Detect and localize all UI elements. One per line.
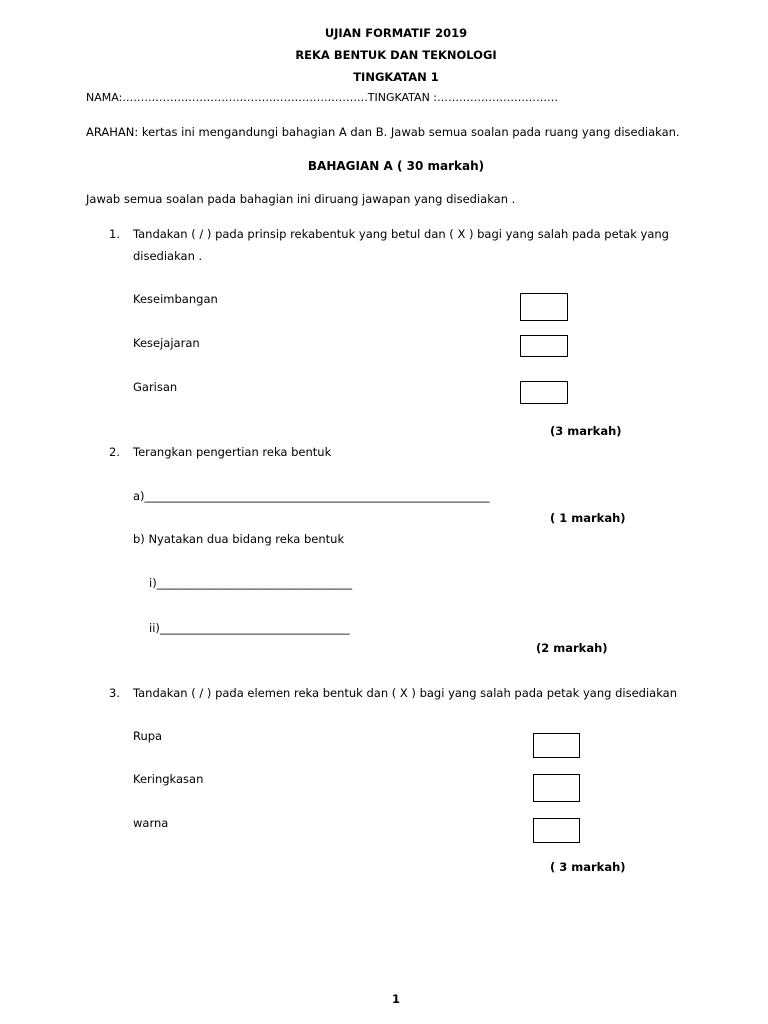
q2-part-a-marks: ( 1 markah) [550, 511, 626, 525]
q1-text-line2: disediakan . [133, 249, 203, 263]
q1-marks: (3 markah) [550, 424, 622, 438]
section-a-intro: Jawab semua soalan pada bahagian ini diruang jawapan yang disediakan . [86, 192, 516, 206]
q2-number: 2. [109, 445, 120, 459]
exam-title: UJIAN FORMATIF 2019 [324, 26, 468, 40]
q3-marks: ( 3 markah) [550, 860, 626, 874]
exam-subject: REKA BENTUK DAN TEKNOLOGI [295, 48, 497, 62]
q1-item-label: Garisan [133, 380, 178, 394]
q3-item-label: warna [133, 816, 169, 830]
q2-part-b-text: b) Nyatakan dua bidang reka bentuk [133, 532, 345, 546]
q1-item-label: Kesejajaran [133, 336, 200, 350]
q1-answer-box-3[interactable] [520, 381, 568, 404]
instructions: ARAHAN: kertas ini mengandungi bahagian A dan B. Jawab semua soalan pada ruang yang disediakan. [86, 125, 680, 139]
q3-answer-box-3[interactable] [533, 818, 580, 843]
q3-text: Tandakan ( / ) pada elemen reka bentuk dan ( X ) bagi yang salah pada petak yang disediakan [133, 686, 677, 700]
q1-number: 1. [109, 227, 120, 241]
q3-item-label: Keringkasan [133, 772, 204, 786]
q2-part-a-line[interactable]: a)____________________________________________________________ [133, 489, 490, 503]
q2-text: Terangkan pengertian reka bentuk [133, 445, 332, 459]
q2-part-b-ii-line[interactable]: ii)_________________________________ [149, 621, 350, 635]
name-form-line: NAMA:………………………………………………………….TINGKATAN :…………………………… [86, 91, 559, 104]
q1-answer-box-1[interactable] [520, 293, 568, 321]
q3-item-label: Rupa [133, 729, 163, 743]
q2-part-b-i-line[interactable]: i)__________________________________ [149, 576, 353, 590]
q1-item-label: Keseimbangan [133, 292, 218, 306]
q3-number: 3. [109, 686, 120, 700]
q2-part-b-marks: (2 markah) [536, 641, 608, 655]
exam-form: TINGKATAN 1 [353, 70, 439, 84]
page-number: 1 [391, 992, 400, 1006]
section-a-heading: BAHAGIAN A ( 30 markah) [307, 159, 485, 173]
q1-text-line1: Tandakan ( / ) pada prinsip rekabentuk yang betul dan ( X ) bagi yang salah pada petak yang [133, 227, 669, 241]
q3-answer-box-1[interactable] [533, 733, 580, 758]
q3-answer-box-2[interactable] [533, 774, 580, 802]
q1-answer-box-2[interactable] [520, 335, 568, 357]
